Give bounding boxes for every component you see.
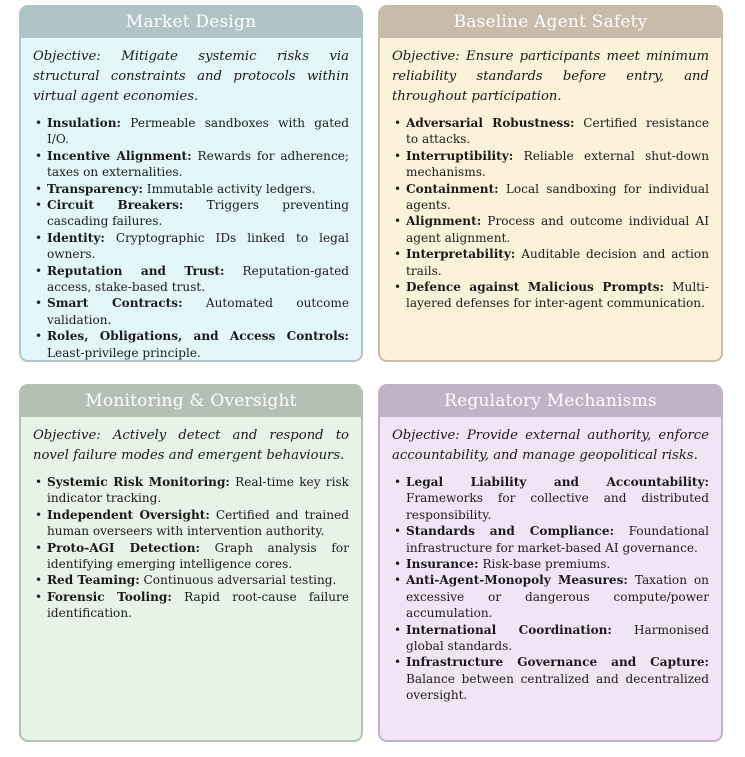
bullet-icon: •	[394, 475, 402, 489]
bullet-icon: •	[35, 263, 43, 278]
list-item	[33, 507, 349, 540]
bullet-icon: •	[394, 181, 402, 196]
list-item	[33, 148, 349, 181]
item-term: Anti-Agent-Monopoly Measures:	[406, 573, 628, 588]
list-item	[392, 622, 709, 655]
bullet-icon: •	[35, 329, 43, 344]
list-item	[392, 556, 709, 572]
list-item	[33, 572, 349, 588]
item-term: Interruptibility:	[406, 148, 514, 163]
item-description: Least-privilege principle.	[47, 345, 201, 360]
item-description: Real-time key risk indicator tracking.	[47, 475, 349, 506]
bullet-icon: •	[394, 280, 402, 295]
list-item	[33, 589, 349, 622]
item-term: Smart Contracts:	[47, 296, 183, 311]
panel-regulatory-mechanisms	[378, 384, 723, 742]
panel-objective: Objective: Actively detect and respond to novel failure modes and emergent behaviours.	[33, 428, 349, 463]
item-term: Defence against Malicious Prompts:	[406, 280, 664, 295]
item-description: Local sandboxing for individual agents.	[406, 181, 709, 213]
bullet-icon: •	[35, 230, 43, 245]
item-term: Forensic Tooling:	[47, 589, 172, 604]
item-description: Rewards for adherence; taxes on externalities.	[47, 148, 349, 180]
list-item	[33, 230, 349, 263]
item-list	[33, 474, 349, 622]
list-item	[392, 115, 709, 148]
list-item	[392, 213, 709, 246]
item-description: Risk-base premiums.	[482, 557, 611, 572]
item-description: Cryptographic IDs linked to legal owners.	[47, 230, 349, 262]
list-item	[33, 181, 349, 197]
item-term: Red Teaming:	[47, 573, 140, 588]
item-term: Insulation:	[47, 116, 121, 130]
bullet-icon: •	[394, 557, 402, 572]
panel-objective: Objective: Mitigate systemic risks via structural constraints and protocols within virtual agent economies.	[33, 49, 349, 104]
item-list	[392, 474, 709, 704]
list-item	[33, 474, 349, 507]
bullet-icon: •	[35, 507, 43, 522]
bullet-icon: •	[394, 214, 402, 229]
list-item	[392, 474, 709, 523]
item-description: Graph analysis for identifying emerging intelligence cores.	[47, 540, 349, 572]
list-item	[33, 361, 349, 362]
item-description: Reliable external shut-down mechanisms.	[406, 148, 709, 180]
panel-baseline-agent-safety	[378, 5, 723, 362]
panel-monitoring-oversight	[19, 384, 363, 742]
bullet-icon: •	[35, 589, 43, 604]
item-description: Rapid root-cause failure identification.	[47, 589, 349, 621]
panel-objective: Objective: Ensure participants meet minimum reliability standards before entry, and throughout participation.	[392, 49, 709, 104]
item-description: Harmonised global standards.	[406, 622, 709, 654]
list-item	[33, 115, 349, 148]
list-item	[392, 572, 709, 621]
panel-title: Monitoring & Oversight	[21, 386, 361, 417]
list-item	[33, 540, 349, 573]
item-description: Multi-layered defenses for inter-agent communication.	[406, 280, 709, 311]
item-term: Identity:	[47, 230, 105, 245]
list-item	[33, 197, 349, 230]
bullet-icon	[35, 361, 42, 362]
list-item	[392, 246, 709, 279]
item-term: Proto-AGI Detection:	[47, 540, 200, 555]
item-description: Taxation on excessive or dangerous compute/power accumulation.	[406, 573, 709, 621]
panel-title: Baseline Agent Safety	[380, 7, 721, 38]
bullet-icon: •	[394, 655, 402, 670]
item-term: Insurance:	[406, 557, 479, 572]
item-description: Triggers preventing cascading failures.	[47, 198, 349, 229]
item-term: Alignment:	[406, 214, 482, 229]
bullet-icon: •	[35, 475, 43, 489]
item-term: Reputation and Trust:	[47, 263, 225, 278]
item-term: Adversarial Robustness:	[406, 116, 575, 130]
panel-title: Market Design	[21, 7, 361, 38]
bullet-icon: •	[35, 540, 43, 555]
bullet-icon: •	[35, 148, 43, 163]
item-description: Continuous adversarial testing.	[143, 573, 337, 588]
item-term: Independent Oversight:	[47, 507, 210, 522]
item-term: Transparency:	[47, 181, 143, 196]
list-item	[392, 148, 709, 181]
item-term: International Coordination:	[406, 622, 612, 637]
item-list	[392, 115, 709, 312]
bullet-icon: •	[35, 296, 43, 311]
panel-title: Regulatory Mechanisms	[380, 386, 721, 417]
panel-objective: Objective: Provide external authority, enforce accountability, and manage geopolitical risks.	[392, 428, 709, 463]
item-term: Infrastructure Governance and Capture:	[406, 655, 709, 670]
list-item	[392, 523, 709, 556]
list-item	[33, 263, 349, 296]
bullet-icon: •	[394, 573, 402, 588]
item-description: Balance between centralized and decentralized oversight.	[406, 671, 709, 703]
item-term: Legal Liability and Accountability:	[406, 475, 709, 489]
list-item	[33, 295, 349, 328]
item-term: Standards and Compliance:	[406, 524, 615, 539]
bullet-icon: •	[35, 181, 43, 196]
bullet-icon: •	[394, 116, 402, 130]
item-description: Certified and trained human overseers with intervention authority.	[47, 507, 349, 539]
list-item	[392, 654, 709, 703]
item-description: Immutable activity ledgers.	[146, 181, 316, 196]
item-description: Frameworks for collective and distributed responsibility.	[406, 491, 709, 522]
item-term: Incentive Alignment:	[47, 148, 192, 163]
bullet-icon: •	[394, 247, 402, 262]
item-description: Reputation-gated access, stake-based trust.	[47, 263, 349, 295]
item-description: Automated outcome validation.	[47, 296, 349, 327]
item-description: Permeable sandboxes with gated I/O.	[47, 116, 349, 147]
panel-market-design	[19, 5, 363, 362]
item-description: Process and outcome individual AI agent alignment.	[406, 214, 709, 245]
list-item	[33, 328, 349, 361]
bullet-icon: •	[35, 198, 43, 213]
list-item	[392, 279, 709, 312]
item-list	[33, 115, 349, 362]
item-description: Certified resistance to attacks.	[406, 116, 709, 147]
bullet-icon: •	[394, 524, 402, 539]
item-term: Containment:	[406, 181, 499, 196]
item-term: Systemic Risk Monitoring:	[47, 475, 230, 489]
bullet-icon: •	[35, 573, 43, 588]
bullet-icon: •	[394, 622, 402, 637]
item-description: Foundational infrastructure for market-based AI governance.	[406, 524, 709, 555]
list-item	[392, 181, 709, 214]
item-term: Circuit Breakers:	[47, 198, 184, 213]
item-term: Interpretability:	[406, 247, 516, 262]
item-description: Auditable decision and action trails.	[406, 247, 709, 278]
item-term: Roles, Obligations, and Access Controls:	[47, 329, 349, 344]
bullet-icon: •	[35, 116, 43, 130]
bullet-icon: •	[394, 148, 402, 163]
